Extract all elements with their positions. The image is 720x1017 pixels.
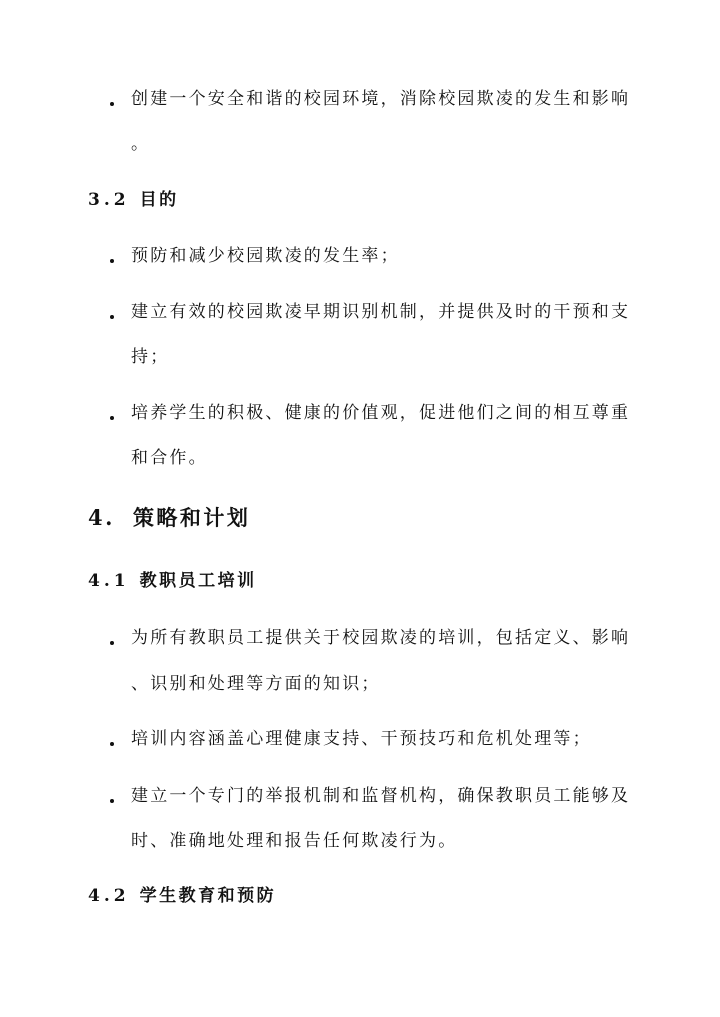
bullet-text: 培养学生的积极、健康的价值观，促进他们之间的相互尊重 <box>131 403 631 423</box>
subsection-title: 学生教育和预防 <box>139 886 277 906</box>
bullet-marker <box>110 102 114 106</box>
bullet-text-continuation: 时、准确地处理和报告任何欺凌行为。 <box>131 831 458 851</box>
bullet-text-continuation: 持； <box>131 347 170 367</box>
subsection-title: 教职员工培训 <box>139 571 257 591</box>
subsection-number: 4.2 <box>88 886 130 906</box>
bullet-text: 建立一个专门的举报机制和监督机构，确保教职员工能够及 <box>131 786 631 806</box>
bullet-text: 建立有效的校园欺凌早期识别机制，并提供及时的干预和支 <box>131 302 631 322</box>
bullet-marker <box>110 315 114 319</box>
bullet-marker <box>110 259 114 263</box>
subsection-heading-4-2 <box>88 888 276 905</box>
bullet-text-continuation: 。 <box>131 134 151 154</box>
bullet-text-continuation: 、识别和处理等方面的知识； <box>131 674 381 694</box>
subsection-heading-3-2 <box>88 192 179 209</box>
bullet-marker <box>110 416 114 420</box>
section-title: 策略和计划 <box>132 505 251 530</box>
subsection-number: 4.1 <box>88 571 130 591</box>
section-number: 4. <box>88 505 115 530</box>
bullet-marker <box>110 641 114 645</box>
bullet-text: 培训内容涵盖心理健康支持、干预技巧和危机处理等； <box>131 729 592 749</box>
bullet-marker <box>110 799 114 803</box>
subsection-title: 目的 <box>139 190 179 210</box>
subsection-number: 3.2 <box>88 190 130 210</box>
bullet-marker <box>110 742 114 746</box>
bullet-text: 为所有教职员工提供关于校园欺凌的培训，包括定义、影响 <box>131 628 631 648</box>
bullet-text: 预防和减少校园欺凌的发生率； <box>131 246 400 266</box>
section-heading-4 <box>88 507 250 528</box>
subsection-heading-4-1 <box>88 573 257 590</box>
bullet-text: 创建一个安全和谐的校园环境，消除校园欺凌的发生和影响 <box>131 89 631 109</box>
bullet-text-continuation: 和合作。 <box>131 448 208 468</box>
